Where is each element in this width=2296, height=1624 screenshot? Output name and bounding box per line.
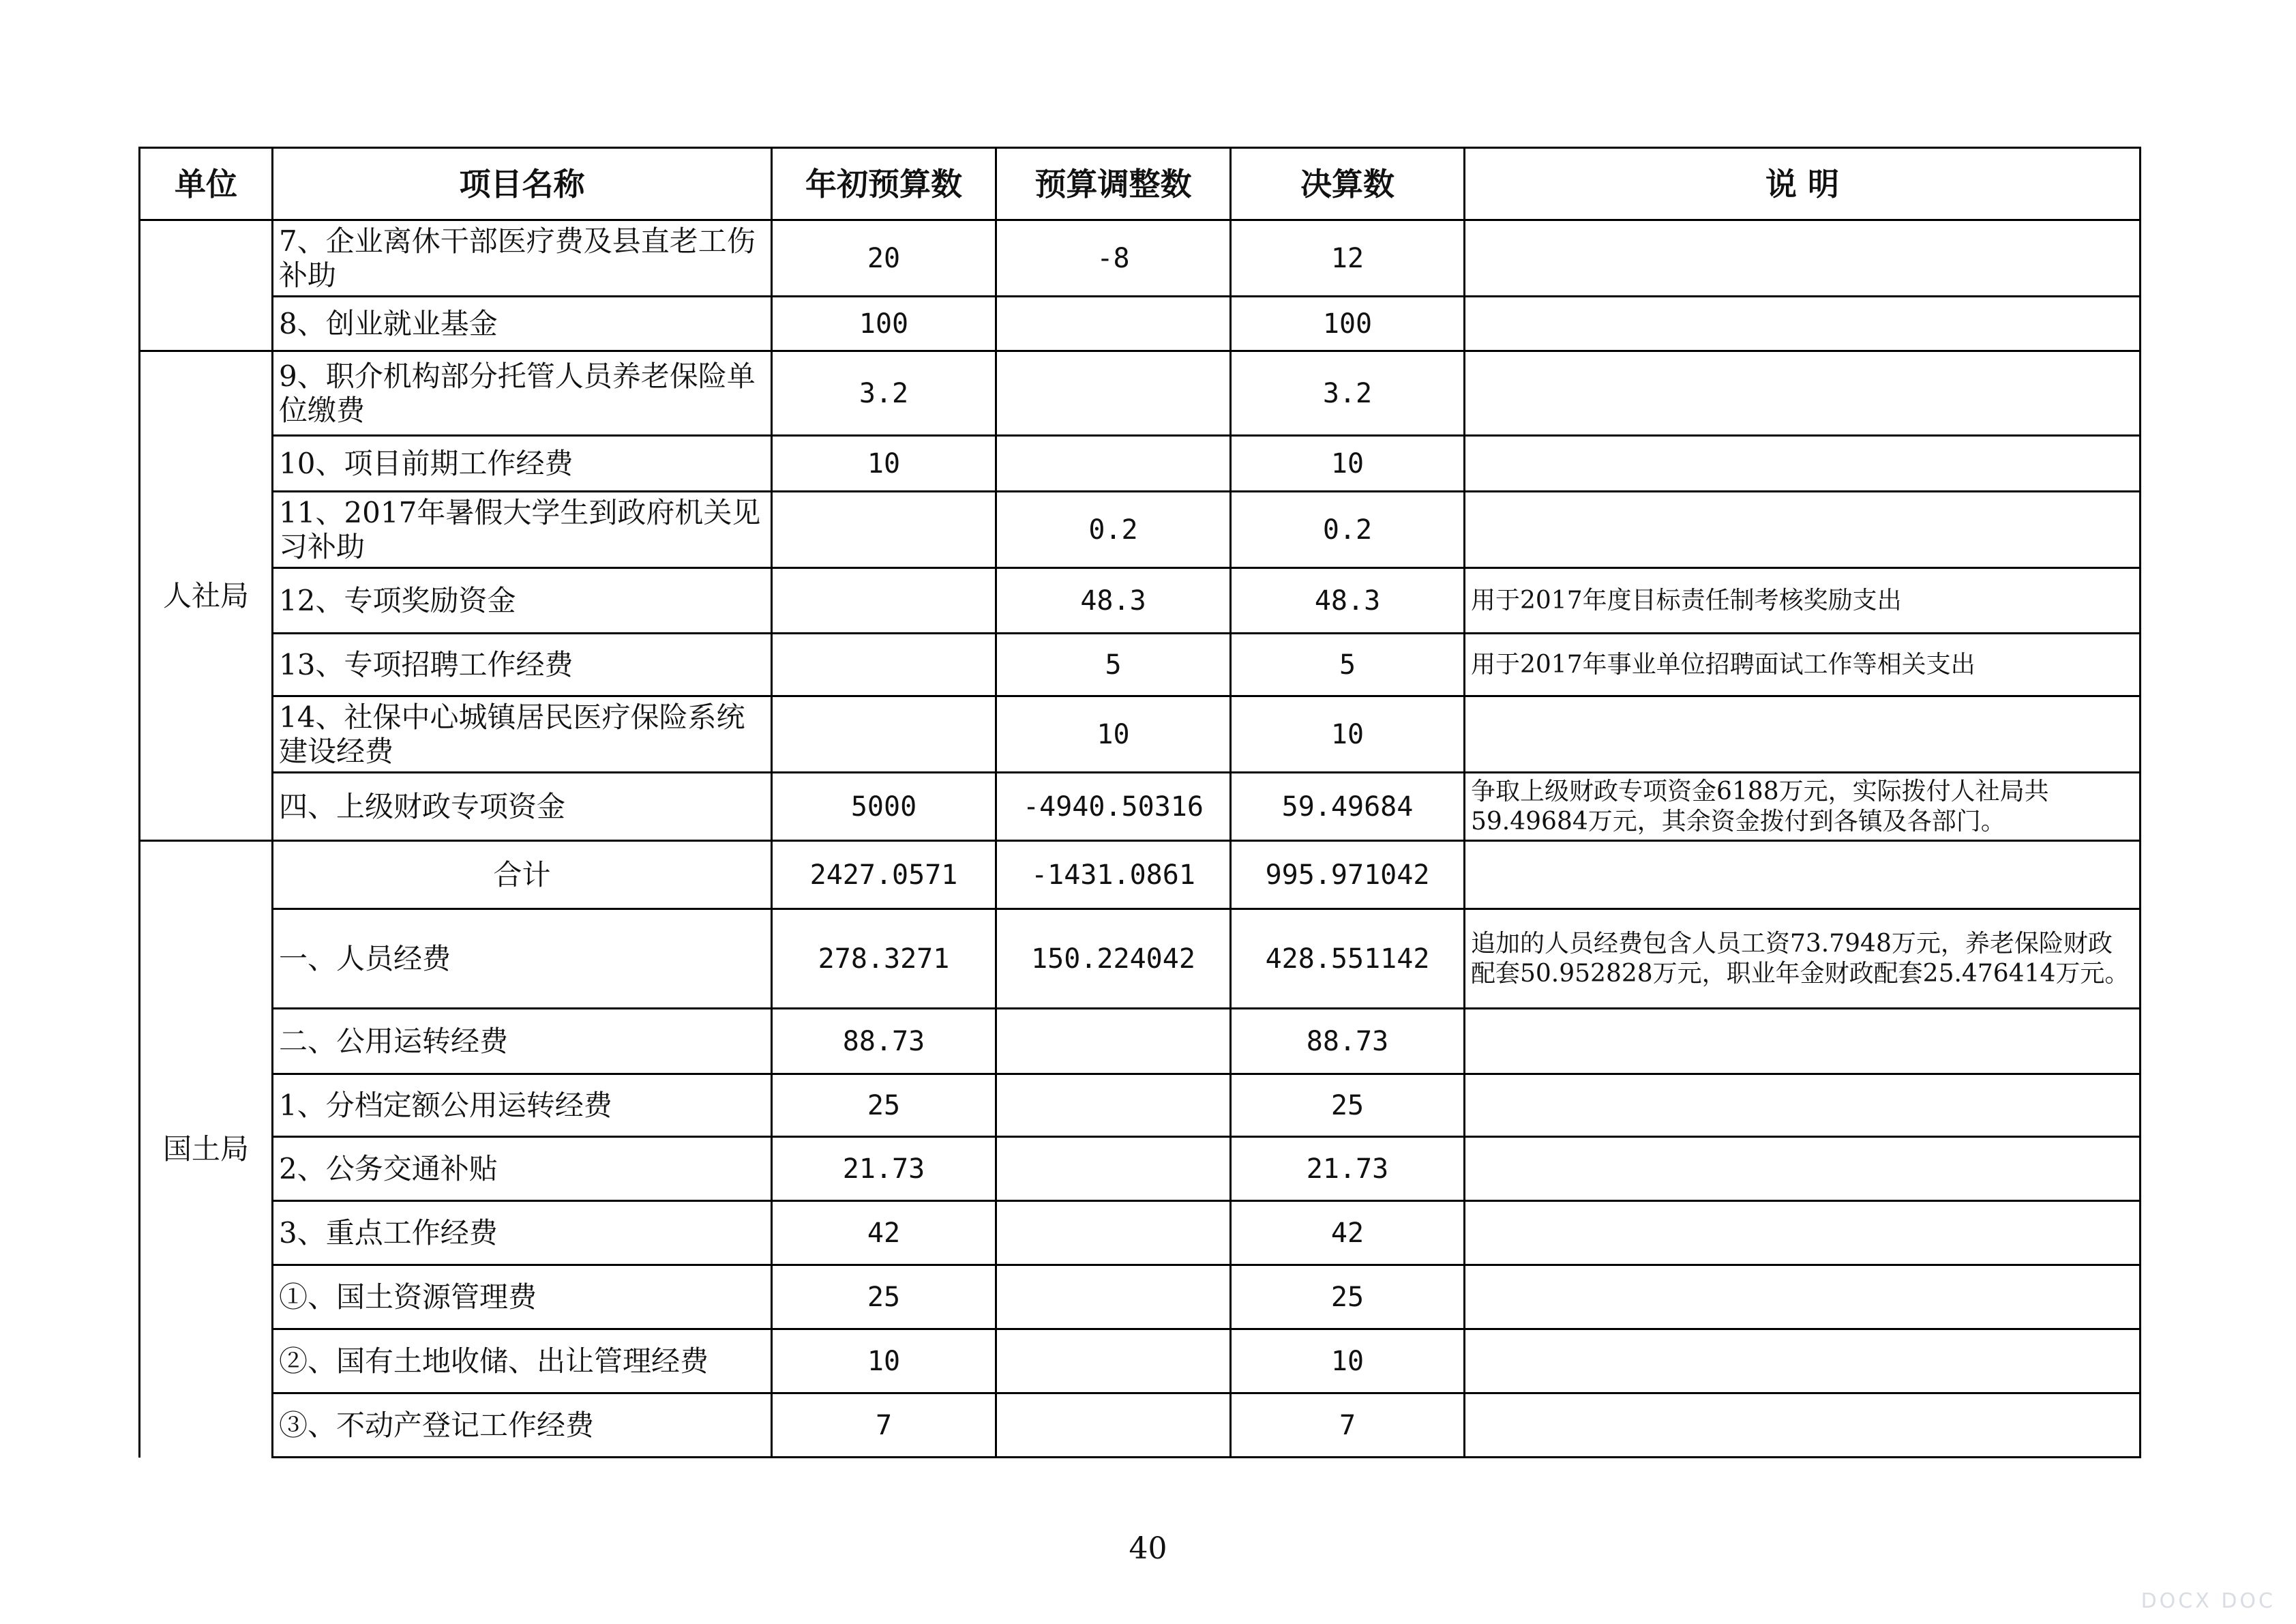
note <box>1465 696 2141 773</box>
final-budget: 25 <box>1231 1265 1465 1329</box>
initial-budget: 10 <box>772 1329 996 1393</box>
initial-budget: 10 <box>772 436 996 492</box>
final-budget: 88.73 <box>1231 1009 1465 1074</box>
initial-budget <box>772 696 996 773</box>
header-adjust: 预算调整数 <box>996 148 1231 220</box>
table-row <box>140 1137 2141 1201</box>
budget-table <box>138 147 2141 1458</box>
header-note: 说 明 <box>1465 148 2141 220</box>
initial-budget <box>772 634 996 696</box>
item-name: 14、社保中心城镇居民医疗保险系统建设经费 <box>273 696 772 773</box>
table-row <box>140 351 2141 436</box>
table-row <box>140 1074 2141 1137</box>
item-name: ②、国有土地收储、出让管理经费 <box>273 1329 772 1393</box>
final-budget: 21.73 <box>1231 1137 1465 1201</box>
note: 用于2017年度目标责任制考核奖励支出 <box>1465 568 2141 634</box>
budget-adjustment <box>996 351 1231 436</box>
table-row <box>140 1009 2141 1074</box>
initial-budget: 20 <box>772 220 996 297</box>
final-budget: 5 <box>1231 634 1465 696</box>
table-row <box>140 492 2141 568</box>
initial-budget: 42 <box>772 1201 996 1265</box>
initial-budget: 88.73 <box>772 1009 996 1074</box>
note <box>1465 492 2141 568</box>
initial-budget: 2427.0571 <box>772 841 996 909</box>
budget-adjustment: 0.2 <box>996 492 1231 568</box>
final-budget: 10 <box>1231 1329 1465 1393</box>
table-row <box>140 1393 2141 1458</box>
budget-adjustment <box>996 1329 1231 1393</box>
initial-budget: 25 <box>772 1074 996 1137</box>
note <box>1465 351 2141 436</box>
final-budget: 995.971042 <box>1231 841 1465 909</box>
note <box>1465 436 2141 492</box>
header-row <box>140 148 2141 220</box>
table-row <box>140 696 2141 773</box>
note <box>1465 1137 2141 1201</box>
table-row <box>140 568 2141 634</box>
note <box>1465 1009 2141 1074</box>
initial-budget: 5000 <box>772 773 996 841</box>
final-budget: 12 <box>1231 220 1465 297</box>
budget-adjustment: -4940.50316 <box>996 773 1231 841</box>
budget-adjustment: 150.224042 <box>996 909 1231 1009</box>
table-row <box>140 1329 2141 1393</box>
table-row <box>140 1201 2141 1265</box>
item-name: 四、上级财政专项资金 <box>273 773 772 841</box>
final-budget: 0.2 <box>1231 492 1465 568</box>
note <box>1465 841 2141 909</box>
final-budget: 59.49684 <box>1231 773 1465 841</box>
budget-adjustment <box>996 297 1231 351</box>
note <box>1465 297 2141 351</box>
unit-cell-blank <box>140 220 273 351</box>
budget-adjustment <box>996 1201 1231 1265</box>
initial-budget: 7 <box>772 1393 996 1458</box>
item-name: 2、公务交通补贴 <box>273 1137 772 1201</box>
header-name: 项目名称 <box>273 148 772 220</box>
item-name-total: 合计 <box>273 841 772 909</box>
item-name: 二、公用运转经费 <box>273 1009 772 1074</box>
final-budget: 48.3 <box>1231 568 1465 634</box>
final-budget: 42 <box>1231 1201 1465 1265</box>
header-unit: 单位 <box>140 148 273 220</box>
table-row <box>140 909 2141 1009</box>
table-row <box>140 297 2141 351</box>
header-final: 决算数 <box>1231 148 1465 220</box>
final-budget: 7 <box>1231 1393 1465 1458</box>
final-budget: 3.2 <box>1231 351 1465 436</box>
note <box>1465 1074 2141 1137</box>
note <box>1465 1201 2141 1265</box>
unit-hr-bureau: 人社局 <box>140 351 273 841</box>
page-number: 40 <box>1129 1531 1167 1566</box>
initial-budget: 3.2 <box>772 351 996 436</box>
note <box>1465 1329 2141 1393</box>
table-row <box>140 1265 2141 1329</box>
initial-budget <box>772 492 996 568</box>
final-budget: 10 <box>1231 696 1465 773</box>
budget-adjustment: 48.3 <box>996 568 1231 634</box>
note: 争取上级财政专项资金6188万元，实际拨付人社局共59.49684万元，其余资金拨付到各镇及各部门。 <box>1465 773 2141 841</box>
budget-adjustment: -8 <box>996 220 1231 297</box>
final-budget: 428.551142 <box>1231 909 1465 1009</box>
item-name: 8、创业就业基金 <box>273 297 772 351</box>
budget-adjustment: 5 <box>996 634 1231 696</box>
budget-adjustment <box>996 1074 1231 1137</box>
budget-adjustment <box>996 1137 1231 1201</box>
note <box>1465 1265 2141 1329</box>
table-row <box>140 220 2141 297</box>
note: 用于2017年事业单位招聘面试工作等相关支出 <box>1465 634 2141 696</box>
initial-budget: 21.73 <box>772 1137 996 1201</box>
final-budget: 100 <box>1231 297 1465 351</box>
item-name: 10、项目前期工作经费 <box>273 436 772 492</box>
item-name: ①、国土资源管理费 <box>273 1265 772 1329</box>
budget-adjustment: -1431.0861 <box>996 841 1231 909</box>
item-name: ③、不动产登记工作经费 <box>273 1393 772 1458</box>
initial-budget: 25 <box>772 1265 996 1329</box>
budget-adjustment <box>996 1393 1231 1458</box>
item-name: 1、分档定额公用运转经费 <box>273 1074 772 1137</box>
item-name: 9、职介机构部分托管人员养老保险单位缴费 <box>273 351 772 436</box>
final-budget: 10 <box>1231 436 1465 492</box>
item-name: 7、企业离休干部医疗费及县直老工伤补助 <box>273 220 772 297</box>
item-name: 一、人员经费 <box>273 909 772 1009</box>
budget-adjustment <box>996 1265 1231 1329</box>
table-row <box>140 773 2141 841</box>
watermark-text: DOCX DOC <box>2141 1589 2276 1613</box>
table-row-total <box>140 841 2141 909</box>
item-name: 11、2017年暑假大学生到政府机关见习补助 <box>273 492 772 568</box>
note <box>1465 220 2141 297</box>
table-row <box>140 436 2141 492</box>
note: 追加的人员经费包含人员工资73.7948万元，养老保险财政配套50.952828万元，职业年金财政配套25.476414万元。 <box>1465 909 2141 1009</box>
budget-adjustment <box>996 436 1231 492</box>
header-initial: 年初预算数 <box>772 148 996 220</box>
final-budget: 25 <box>1231 1074 1465 1137</box>
budget-adjustment: 10 <box>996 696 1231 773</box>
note <box>1465 1393 2141 1458</box>
initial-budget: 100 <box>772 297 996 351</box>
unit-land-bureau: 国土局 <box>140 841 273 1458</box>
item-name: 3、重点工作经费 <box>273 1201 772 1265</box>
table-row <box>140 634 2141 696</box>
item-name: 13、专项招聘工作经费 <box>273 634 772 696</box>
initial-budget <box>772 568 996 634</box>
item-name: 12、专项奖励资金 <box>273 568 772 634</box>
budget-adjustment <box>996 1009 1231 1074</box>
initial-budget: 278.3271 <box>772 909 996 1009</box>
